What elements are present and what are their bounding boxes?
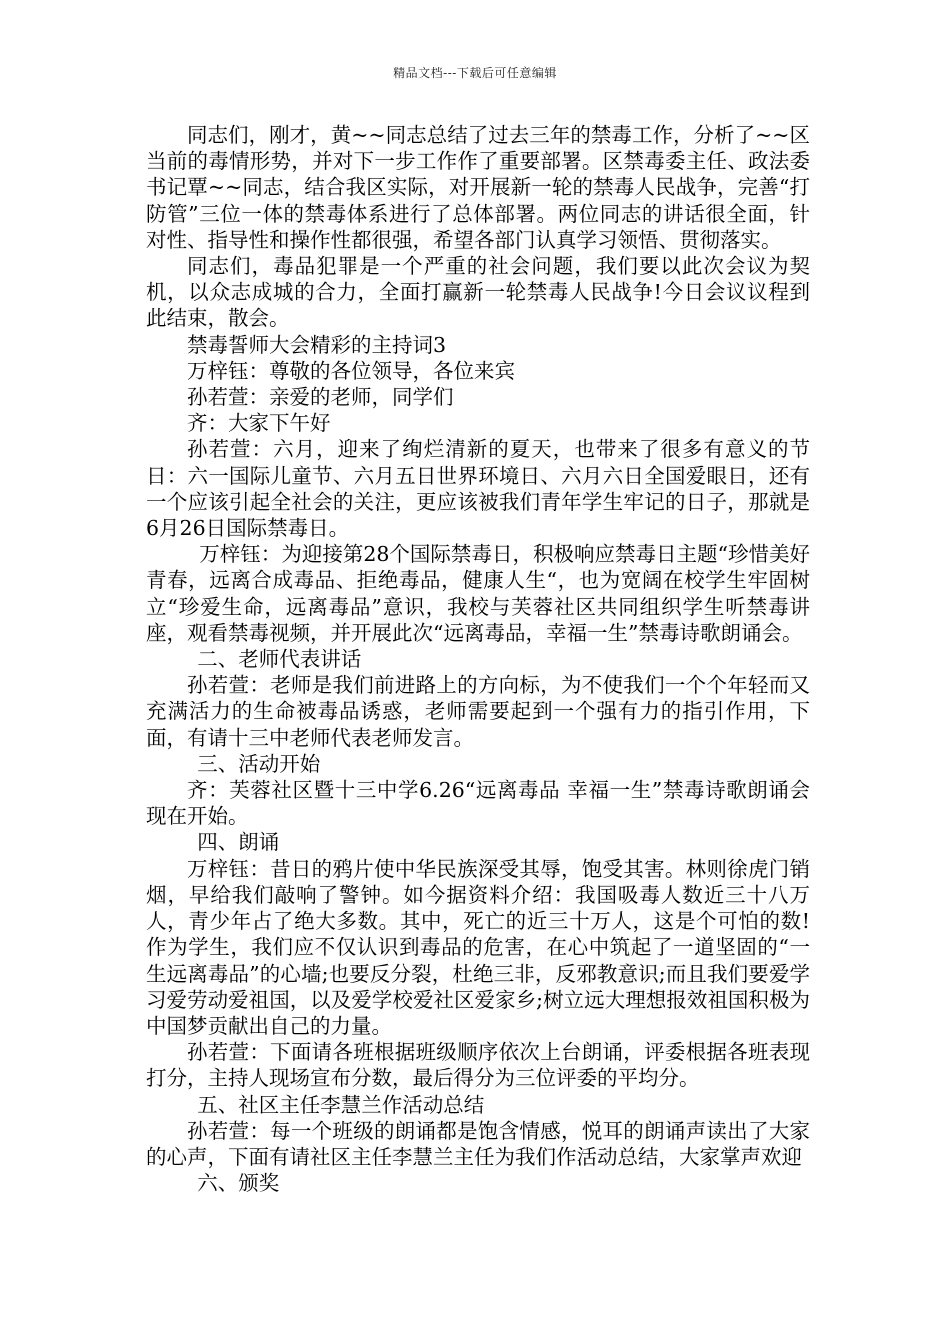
- paragraph-activity-start: 齐：芙蓉社区暨十三中学6.26“远离毒品 幸福一生”禁毒诗歌朗诵会现在开始。: [146, 778, 810, 829]
- paragraph-drug-day: 万梓钰：为迎接第28个国际禁毒日，积极响应禁毒日主题“珍惜美好青春，远离合成毒品、拒绝毒品，健康人生“，也为宽阔在校学生牢固树立“珍爱生命，远离毒品”意识，我校与芙蓉社区共同组织学生听禁毒讲座，观看禁毒视频，并开展此次“远离毒品，幸福一生”禁毒诗歌朗诵会。: [146, 542, 810, 645]
- paragraph-speech-summary: 同志们，刚才，黄~~同志总结了过去三年的禁毒工作，分析了~~区当前的毒情形势，并对下一步工作作了重要部署。区禁毒委主任、政法委书记覃~~同志，结合我区实际，对开展新一轮的禁毒人民战争，完善“打防管”三位一体的禁毒体系进行了总体部署。两位同志的讲话很全面，针对性、指导性和操作性都很强，希望各部门认真学习领悟、贯彻落实。: [146, 123, 810, 252]
- paragraph-closing: 同志们，毒品犯罪是一个严重的社会问题，我们要以此次会议为契机，以众志成城的合力，全面打赢新一轮禁毒人民战争!今日会议议程到此结束，散会。: [146, 254, 810, 331]
- paragraph-opium-history: 万梓钰：昔日的鸦片使中华民族深受其辱，饱受其害。林则徐虎门销烟，早给我们敲响了警钟。如今据资料介绍：我国吸毒人数近三十八万人，青少年占了绝大多数。其中，死亡的近三十万人，这是个可怕的数!作为学生，我们应不仅认识到毒品的危害，在心中筑起了一道坚固的“一生远离毒品”的心墙;也要反分裂，杜绝三非，反邪教意识;而且我们要爱学习爱劳动爱祖国，以及爱学校爱社区爱家乡;树立远大理想报效祖国积极为中国梦贡献出自己的力量。: [146, 856, 810, 1038]
- paragraph-class-recitation: 孙若萱：下面请各班根据班级顺序依次上台朗诵，评委根据各班表现打分，主持人现场宣布分数，最后得分为三位评委的平均分。: [146, 1040, 810, 1091]
- page-header: 精品文档---下载后可任意编辑: [393, 66, 557, 80]
- paragraph-june-intro: 孙若萱：六月，迎来了绚烂清新的夏天，也带来了很多有意义的节日：六一国际儿童节、六月五日世界环境日、六月六日全国爱眼日，还有一个应该引起全社会的关注，更应该被我们青年学生牢记的日子，那就是6月26日国际禁毒日。: [146, 437, 810, 541]
- heading-recitation: 四、朗诵: [197, 830, 280, 855]
- heading-awards: 六、颁奖: [197, 1171, 280, 1196]
- document-body: [146, 122, 810, 1196]
- section-title-host-script: 禁毒誓师大会精彩的主持词3: [187, 332, 447, 357]
- paragraph-greeting-2: 孙若萱：亲爱的老师，同学们: [187, 385, 454, 410]
- paragraph-greeting-3: 齐：大家下午好: [187, 411, 331, 436]
- heading-activity-start: 三、活动开始: [197, 751, 321, 776]
- paragraph-greeting-1: 万梓钰：尊敬的各位领导，各位来宾: [187, 358, 515, 383]
- paragraph-teacher-intro: 孙若萱：老师是我们前进路上的方向标，为不使我们一个个年轻而又充满活力的生命被毒品诱惑，老师需要起到一个强有力的指引作用，下面，有请十三中老师代表老师发言。: [146, 673, 810, 750]
- paragraph-summary-intro: 孙若萱：每一个班级的朗诵都是饱含情感，悦耳的朗诵声读出了大家的心声，下面有请社区主任李慧兰主任为我们作活动总结，大家掌声欢迎: [146, 1118, 810, 1169]
- heading-teacher-speech: 二、老师代表讲话: [197, 647, 362, 672]
- heading-community-summary: 五、社区主任李慧兰作活动总结: [197, 1092, 485, 1117]
